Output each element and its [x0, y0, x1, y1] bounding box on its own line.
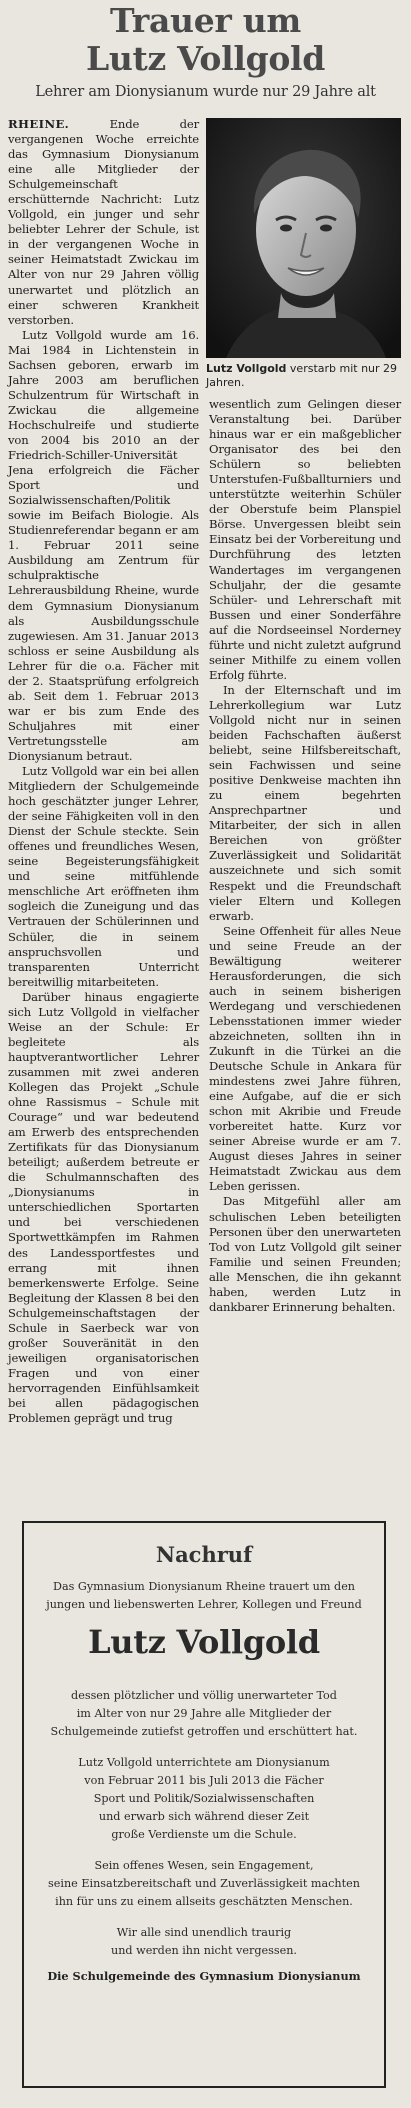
obituary-body-6: Sport und Politik/Sozialwissenschaften — [93, 1792, 315, 1805]
lead-text: Ende der vergangenen Woche erreichte das Gymnasium Dionysianum eine alle Mitglieder der Schulgemeinschaft erschütternde Nachricht: Lutz Vollgold, ein junger und sehr beliebter Lehrer der Schule, ist in der vergangenen Woche in seiner Heimatstadt Zwickau im Alter von nur 29 Jahren völlig unerwartet und plötzlich an einer schweren Krankheit verstorben. — [8, 117, 199, 327]
article-column-2 — [209, 397, 401, 1315]
paragraph-biography: Lutz Vollgold wurde am 16. Mai 1984 in Lichtenstein in Sachsen geboren, erwarb im Jahre 2003 am beruflichen Schulzentrum für Wirtschaft in Zwickau die allgemeine Hochschulreife und studierte von 2004 bis 2010 an der Friedrich-Schiller-Universität Jena erfolgreich die Fächer Sport und Sozialwissenschaften/Politik sowie im Beifach Biologie. Als Studienreferendar begann er am 1. Februar 2011 seine Ausbildung am Zentrum für schulpraktische Lehrerausbildung Rheine, wurde dem Gymnasium Dionysianum als Ausbildungsschule zugewiesen. Am 31. Januar 2013 schloss er seine Ausbildung als Lehrer für die o.a. Fächer mit der 2. Staatsprüfung erfolgreich ab. Seit dem 1. Februar 2013 war er bis zum Ende des Schuljahres mit einer Vertretungsstelle am Dionysianum betraut. — [8, 327, 199, 763]
headline — [0, 2, 411, 78]
paragraph-character: Lutz Vollgold war ein bei allen Mitgliedern der Schulgemeinde hoch geschätzter junger Lehrer, der seine Fähigkeiten voll in den Dienst der Schule steckte. Sein offenes und freundliches Wesen, seine Begeisterungsfähigkeit und seine mitfühlende menschliche Art eröffneten ihm sogleich die Zuneigung und das Vertrauen der Schülerinnen und Schüler, die in seinem anspruchsvollen und transparenten Unterricht bereitwillig mitarbeiteten. — [8, 764, 199, 989]
paragraph-condolence: Das Mitgefühl aller am schulischen Leben beteiligten Personen über den unerwarteten Tod von Lutz Vollgold gilt seiner Familie und seinen Freunden; alle Menschen, die ihn gekannt haben, werden Lutz in dankbarer Erinnerung behalten. — [209, 1194, 401, 1314]
portrait-image — [206, 118, 401, 358]
obituary-body-10: seine Einsatzbereitschaft und Zuverlässigkeit machten — [48, 1877, 360, 1890]
subheadline: Lehrer am Dionysianum wurde nur 29 Jahre alt — [35, 84, 376, 100]
headline-line-1: Trauer um — [110, 1, 301, 40]
portrait-photo — [206, 118, 401, 358]
obituary-body-12: Wir alle sind unendlich traurig — [116, 1926, 292, 1939]
obituary-signature: Die Schulgemeinde des Gymnasium Dionysianum — [47, 1969, 361, 1983]
paragraph-continuation: wesentlich zum Gelingen dieser Veranstaltung bei. Darüber hinaus war er ein maßgeblicher Organisator des bei den Schülern so beliebten Unterstufen-Fußballturniers und unterstützte weiterhin Schüler der Oberstufe beim Planspiel Börse. Unvergessen bleibt sein Einsatz bei der Vorbereitung und Durchführung des letzten Wandertages im vergangenen Schuljahr, der die gesamte Schüler- und Lehrerschaft mit Bussen und einer Sonderfähre auf die Nordseeinsel Norderney führte und nicht zuletzt aufgrund seiner Mithilfe zu einem vollen Erfolg führte. — [209, 397, 401, 682]
paragraph-colleagues: In der Elternschaft und im Lehrerkollegium war Lutz Vollgold nicht nur in seinen beiden Fachschaften äußerst beliebt, seine Hilfsbereitschaft, sein Fachwissen und seine positive Denkweise machten ihn zu einem begehrten Ansprechpartner und Mitarbeiter, der sich in allen Bereichen von größter Zuverlässigkeit und Solidarität auszeichnete und sich somit Respekt und die Freundschaft vieler Eltern und Kollegen erwarb. — [209, 682, 401, 923]
caption-text: verstarb mit nur 29 Jahren. — [206, 362, 398, 389]
article-column-1 — [8, 117, 199, 1426]
obituary-body-8: große Verdienste um die Schule. — [111, 1828, 297, 1841]
dateline: RHEINE. — [8, 117, 70, 131]
obituary-intro-1: Das Gymnasium Dionysianum Rheine trauert um den — [52, 1580, 356, 1593]
obituary-body-5: von Februar 2011 bis Juli 2013 die Fächer — [84, 1774, 324, 1787]
lead-paragraph — [8, 117, 199, 328]
obituary-body-1: dessen plötzlicher und völlig unerwarteter Tod — [71, 1689, 337, 1702]
obituary-body-2: im Alter von nur 29 Jahre alle Mitglieder der — [76, 1707, 332, 1720]
obituary-body-13: und werden ihn nicht vergessen. — [110, 1944, 297, 1957]
obituary-body-3: Schulgemeinde zutiefst getroffen und erschüttert hat. — [50, 1725, 358, 1738]
obituary-intro-2: jungen und liebenswerten Lehrer, Kollegen und Freund — [46, 1598, 362, 1611]
obituary-title: Nachruf — [155, 1542, 253, 1567]
paragraph-engagement: Darüber hinaus engagierte sich Lutz Vollgold in vielfacher Weise an der Schule: Er begleitete als hauptverantwortlicher Lehrer zusammen mit zwei anderen Kollegen das Projekt „Schule ohne Rassismus – Schule mit Courage“ und war bedeutend am Erwerb des entsprechenden Zertifikats für das Dionysianum beteiligt; außerdem betreute er die Schulmannschaften des „Dionysianums in unterschiedlichen Sportarten und bei verschiedenen Sportwettkämpfen im Rahmen des Landessportfestes und errang mit ihnen bemerkenswerte Erfolge. Seine Begleitung der Klassen 8 bei den Schulgemeinschaftstagen der Schule in Saerbeck war von großer Souveränität in den jeweiligen organisatorischen Fragen und von einer hervorragenden Einfühlsamkeit bei allen pädagogischen Problemen geprägt und trug — [8, 989, 199, 1426]
obituary-name: Lutz Vollgold — [88, 1623, 320, 1661]
obituary-body-11: ihn für uns zu einem allseits geschätzten Menschen. — [55, 1895, 353, 1908]
paragraph-future: Seine Offenheit für alles Neue und seine Freude an der Bewältigung weiterer Herausforderungen, die sich auch in seinem bisherigen Werdegang und verschiedenen Lebensstationen immer wieder abzeichneten, sollten ihn in Zukunft in die Türkei an die Deutsche Schule in Ankara für mindestens zwei Jahre führen, eine Aufgabe, auf die er sich schon mit Akribie und Freude vorbereitet hatte. Kurz vor seiner Abreise wurde er am 7. August dieses Jahres in seiner Heimatstadt Zwickau aus dem Leben gerissen. — [209, 923, 401, 1194]
obituary-body-4: Lutz Vollgold unterrichtete am Dionysianum — [78, 1756, 330, 1769]
photo-caption — [206, 362, 401, 390]
headline-line-2: Lutz Vollgold — [85, 39, 326, 78]
caption-name: Lutz Vollgold — [206, 362, 287, 375]
obituary-notice — [22, 1521, 386, 2088]
obituary-body-9: Sein offenes Wesen, sein Engagement, — [94, 1859, 314, 1872]
obituary-body-7: und erwarb sich während dieser Zeit — [98, 1810, 310, 1823]
